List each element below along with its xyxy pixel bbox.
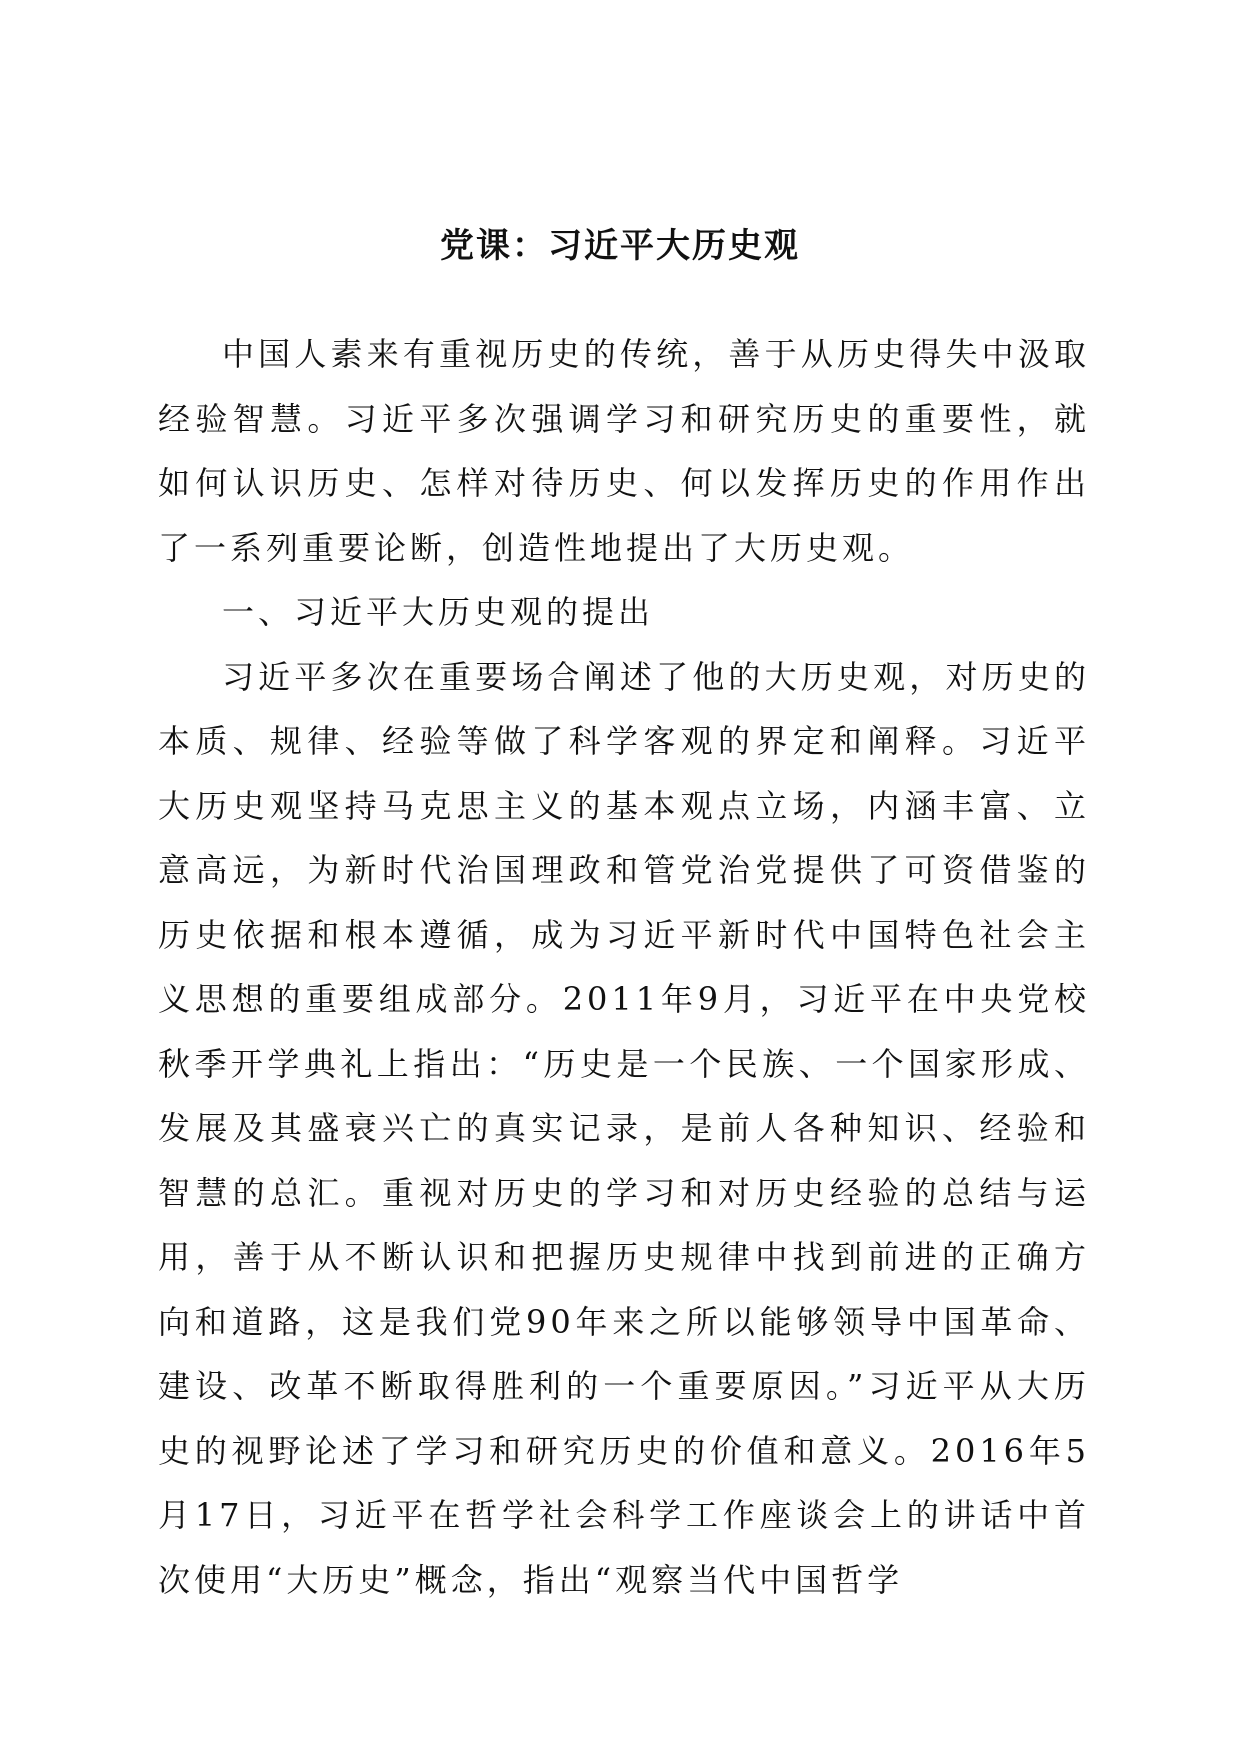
paragraph-section-1: 习近平多次在重要场合阐述了他的大历史观，对历史的本质、规律、经验等做了科学客观的界定和阐释。习近平大历史观坚持马克思主义的基本观点立场，内涵丰富、立意高远，为新时代治国理政和管党治党提供了可资借鉴的历史依据和根本遵循，成为习近平新时代中国特色社会主义思想的重要组成部分。2011年9月，习近平在中央党校秋季开学典礼上指出：“历史是一个民族、一个国家形成、发展及其盛衰兴亡的真实记录，是前人各种知识、经验和智慧的总汇。重视对历史的学习和对历史经验的总结与运用，善于从不断认识和把握历史规律中找到前进的正确方向和道路，这是我们党90年来之所以能够领导中国革命、建设、改革不断取得胜利的一个重要原因。”习近平从大历史的视野论述了学习和研究历史的价值和意义。2016年5月17日，习近平在哲学社会科学工作座谈会上的讲话中首次使用“大历史”概念，指出“观察当代中国哲学 (158, 657, 1090, 1599)
document-title: 党课：习近平大历史观 (440, 226, 800, 266)
section-heading: 一、习近平大历史观的提出 (222, 593, 655, 631)
paragraph-intro: 中国人素来有重视历史的传统，善于从历史得失中汲取经验智慧。习近平多次强调学习和研究历史的重要性，就如何认识历史、怎样对待历史、何以发挥历史的作用作出了一系列重要论断，创造性地提出了大历史观。 (158, 335, 1090, 567)
document-body (158, 322, 1090, 1612)
